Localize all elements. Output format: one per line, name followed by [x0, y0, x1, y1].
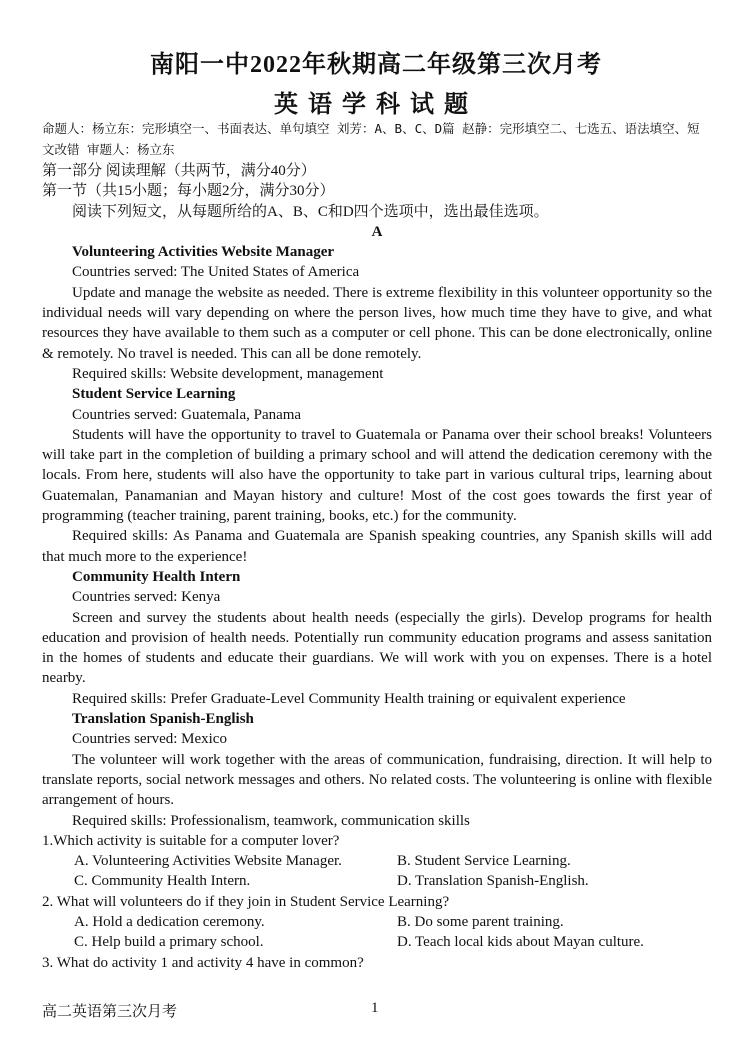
option-row	[42, 851, 712, 871]
activity-skills: Required skills: Professionalism, teamwork, communication skills	[72, 812, 470, 829]
option-b: B. Student Service Learning.	[397, 853, 571, 870]
subsection-heading: 第一节（共15小题；每小题2分，满分30分）	[42, 183, 335, 200]
part-heading: 第一部分 阅读理解（共两节，满分40分）	[42, 163, 316, 179]
activity-description: Screen and survey the students about health needs (especially the girls). Develop programs for health education and provision of health needs. Potentially run community education programs and assess sanitation in the homes of students and educate their guardians. We will work with you on expenses. There is a hotel nearby.	[42, 609, 712, 687]
option-a: A. Volunteering Activities Website Manager.	[74, 853, 342, 870]
passage-label: A	[371, 223, 383, 240]
activity-skills: Required skills: As Panama and Guatemala are Spanish speaking countries, any Spanish skills will add that much more to the experience!	[42, 528, 712, 565]
author-credits: 命题人：杨立东：完形填空一、书面表达、单句填空 刘芳：A、B、C、D篇 赵静：完形填空二、七选五、语法填空、短文改错 审题人：杨立东	[42, 121, 700, 157]
activity-countries: Countries served: Kenya	[72, 589, 221, 606]
exam-subtitle: 英语学科试题	[274, 92, 478, 118]
option-a: A. Hold a dedication ceremony.	[74, 913, 265, 930]
activity-skills: Required skills: Prefer Graduate-Level Community Health training or equivalent experience	[72, 690, 626, 707]
activity-title: Volunteering Activities Website Manager	[72, 244, 335, 261]
activity-title: Translation Spanish-English	[72, 711, 254, 728]
question-stem: 1.Which activity is suitable for a computer lover?	[42, 832, 340, 849]
option-row	[42, 871, 712, 891]
activity-description: The volunteer will work together with the areas of communication, fundraising, direction. It will help to translate reports, social network messages and others. No related costs. The volunteering is online with flexible arrangement of hours.	[42, 751, 712, 809]
option-b: B. Do some parent training.	[397, 913, 564, 930]
question-stem: 2. What will volunteers do if they join in Student Service Learning?	[42, 893, 450, 910]
option-c: C. Community Health Intern.	[74, 873, 251, 890]
footer-label: 高二英语第三次月考	[42, 1004, 178, 1020]
activity-title: Student Service Learning	[72, 386, 236, 403]
question-stem: 3. What do activity 1 and activity 4 have in common?	[42, 954, 364, 971]
activity-description: Students will have the opportunity to travel to Guatemala or Panama over their school breaks! Volunteers will take part in the completion of building a primary school and will attend the dedication ceremony with the locals. From here, students will also have the opportunity to take part in various cultural trips, learning about Guatemalan, Panamanian and Mayan history and culture! Most of the cost goes towards the first year of programming (teacher training, parent training, books, etc.) for the community.	[42, 426, 712, 525]
option-c: C. Help build a primary school.	[74, 934, 264, 951]
activity-countries: Countries served: Guatemala, Panama	[72, 406, 302, 423]
exam-content	[42, 161, 712, 973]
instructions: 阅读下列短文，从每题所给的A、B、C和D四个选项中，选出最佳选项。	[72, 203, 549, 220]
activity-countries: Countries served: The United States of America	[72, 264, 360, 281]
activity-description: Update and manage the website as needed. There is extreme flexibility in this volunteer opportunity so the individual needs will vary depending on where the person lives, how much time they have to give, and what resources they have available to them such as a computer or cell phone. This can be done electronically, online & remotely. No travel is needed. This can all be done remotely.	[42, 284, 712, 362]
option-d: D. Teach local kids about Mayan culture.	[397, 934, 644, 951]
option-row	[42, 932, 712, 952]
activity-countries: Countries served: Mexico	[72, 731, 227, 748]
option-d: D. Translation Spanish-English.	[397, 873, 589, 890]
exam-title: 南阳一中2022年秋期高二年级第三次月考	[150, 52, 602, 78]
option-row	[42, 912, 712, 932]
page-number: 1	[371, 1000, 379, 1016]
activity-title: Community Health Intern	[72, 568, 241, 585]
activity-skills: Required skills: Website development, management	[72, 365, 384, 382]
